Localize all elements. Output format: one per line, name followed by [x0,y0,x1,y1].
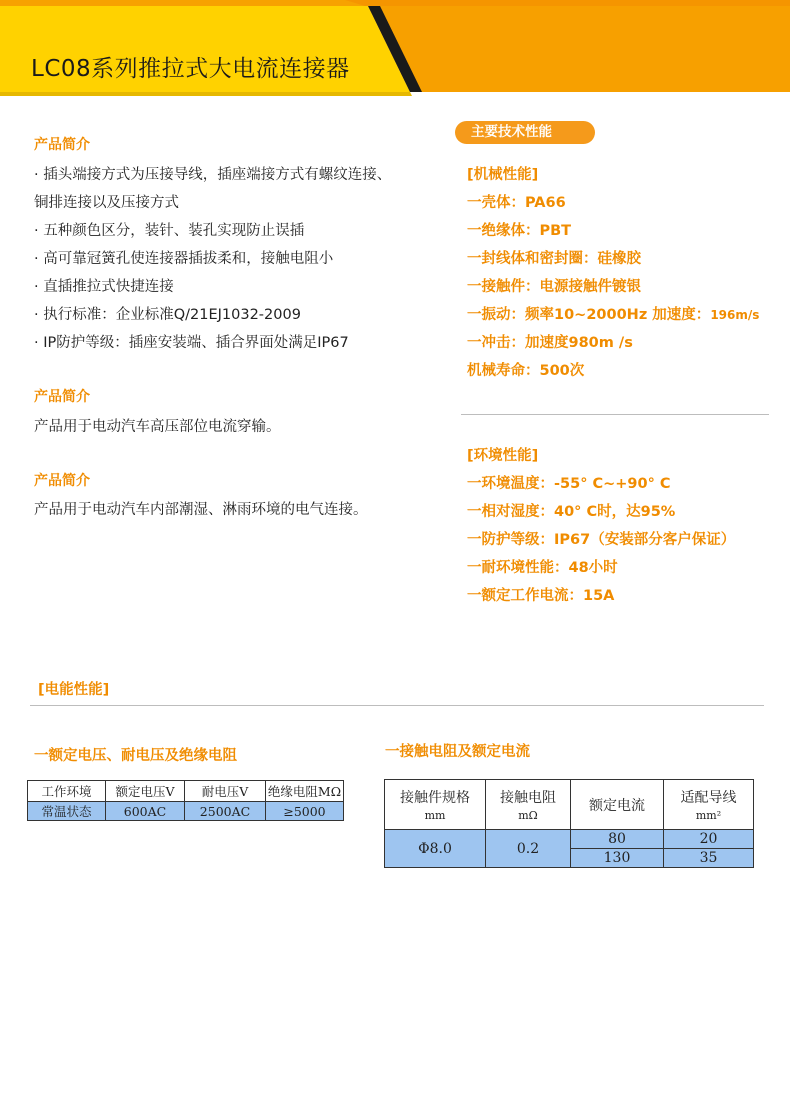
table-header [385,780,486,830]
mech-item: 一封线体和密封圈：硅橡胶 [467,251,641,267]
intro-bullet: 铜排连接以及压接方式 [34,195,179,211]
table-header: 额定电压V [106,781,185,802]
env-item: 一额定工作电流：15A [467,588,615,604]
intro3-text: 产品用于电动汽车内部潮湿、淋雨环境的电气连接。 [34,502,368,518]
resistance-unit: mΩ [518,809,538,822]
table-cell: 600AC [106,802,185,821]
table-header: 额定电流 [571,780,664,830]
table-cell: ≥5000 [266,802,344,821]
table-cell: Φ8.0 [385,830,486,868]
divider [30,705,764,706]
mech-item: 一绝缘体：PBT [467,223,572,239]
spec-header: 接触件规格 [400,790,470,806]
mech-item: 一壳体：PA66 [467,195,566,211]
voltage-table [27,780,344,821]
intro-title: 产品简介 [34,137,90,153]
spec-unit: mm [424,809,446,822]
table-header [664,780,754,830]
env-title: [环境性能] [467,448,539,464]
env-item: 一相对湿度：40° C时，达95% [467,504,676,520]
intro2-text: 产品用于电动汽车高压部位电流穿输。 [34,419,281,435]
resistance-header: 接触电阻 [500,790,556,806]
table-header: 耐电压V [185,781,266,802]
tech-pill: 主要技术性能 [455,121,595,144]
intro3-title: 产品简介 [34,473,90,489]
intro-bullet: · IP防护等级：插座安装端、插合界面处满足IP67 [34,335,349,351]
intro-bullet: · 高可靠冠簧孔使连接器插拔柔和，接触电阻小 [34,251,334,267]
elec-left-title: 一额定电压、耐电压及绝缘电阻 [34,748,237,764]
env-item: 一防护等级：IP67（安装部分客户保证） [467,532,736,548]
table-cell: 20 [664,830,754,849]
vibration-unit: 196m/s [710,308,760,322]
env-item: 一环境温度：-55° C~+90° C [467,476,671,492]
wire-unit: mm² [695,809,722,822]
wire-header: 适配导线 [680,790,737,806]
intro-bullet: · 执行标准：企业标准Q/21EJ1032-2009 [34,307,301,323]
elec-right-title: 一接触电阻及额定电流 [385,744,530,760]
resistance-table [384,779,754,868]
intro-bullet: · 直插推拉式快捷连接 [34,279,174,295]
table-header: 工作环境 [28,781,106,802]
header-banner [0,0,790,100]
mech-item-vibration [467,303,759,324]
table-cell: 0.2 [486,830,571,868]
vibration-text: 一振动：频率10~2000Hz 加速度： [467,307,711,323]
mech-item: 一冲击：加速度980m /s [467,335,633,351]
intro-bullet: · 插头端接方式为压接导线，插座端接方式有螺纹连接、 [34,167,392,183]
elec-title: [电能性能] [38,682,110,698]
table-cell: 130 [571,849,664,868]
env-item: 一耐环境性能：48小时 [467,560,618,576]
table-header: 绝缘电阻MΩ [266,781,344,802]
intro-bullet: · 五种颜色区分，装针、装孔实现防止误插 [34,223,305,239]
table-cell: 常温状态 [28,802,106,821]
mech-item: 一接触件：电源接触件镀银 [467,279,641,295]
mech-title: [机械性能] [467,167,539,183]
table-row [28,802,344,821]
table-cell: 2500AC [185,802,266,821]
table-header [486,780,571,830]
table-cell: 80 [571,830,664,849]
divider [461,414,769,415]
intro2-title: 产品简介 [34,389,90,405]
table-cell: 35 [664,849,754,868]
table-row [385,830,754,849]
page-title: LC08系列推拉式大电流连接器 [31,56,350,82]
mech-item: 机械寿命：500次 [467,363,585,379]
